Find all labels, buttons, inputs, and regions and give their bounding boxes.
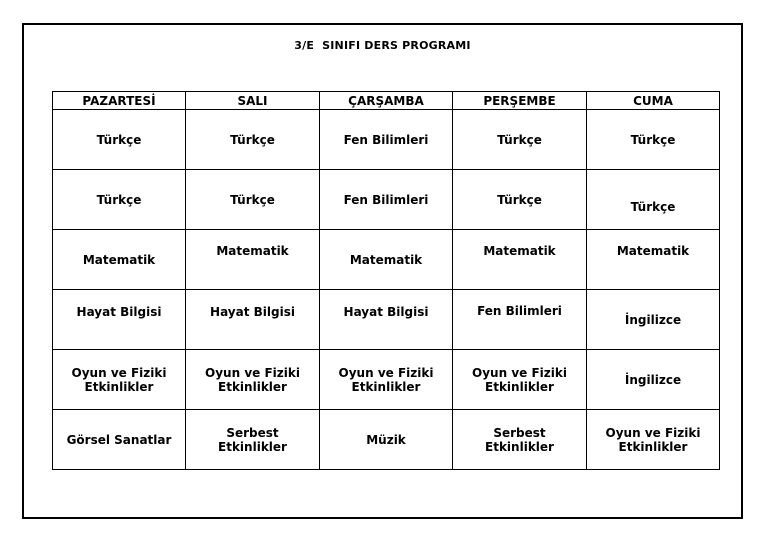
table-cell: Müzik [320, 410, 453, 470]
table-cell: Türkçe [587, 110, 720, 170]
table-cell: Serbest Etkinlikler [186, 410, 320, 470]
table-cell: Oyun ve Fiziki Etkinlikler [53, 350, 186, 410]
table-cell: İngilizce [587, 350, 720, 410]
table-cell: İngilizce [587, 290, 720, 350]
table-cell: Türkçe [186, 110, 320, 170]
table-row [53, 290, 720, 350]
table-cell: Türkçe [53, 170, 186, 230]
page-title: 3/E SINIFI DERS PROGRAMI [294, 39, 471, 52]
table-cell: Matematik [587, 230, 720, 290]
table-cell: Fen Bilimleri [320, 170, 453, 230]
header-wednesday: ÇARŞAMBA [320, 92, 453, 110]
table-row [53, 110, 720, 170]
table-cell: Oyun ve Fiziki Etkinlikler [587, 410, 720, 470]
table-cell: Oyun ve Fiziki Etkinlikler [320, 350, 453, 410]
table-cell: Hayat Bilgisi [186, 290, 320, 350]
header-tuesday: SALI [186, 92, 320, 110]
table-row [53, 230, 720, 290]
table-cell: Matematik [186, 230, 320, 290]
table-cell: Hayat Bilgisi [53, 290, 186, 350]
table-cell: Fen Bilimleri [453, 290, 587, 350]
table-cell: Türkçe [453, 170, 587, 230]
table-cell: Oyun ve Fiziki Etkinlikler [453, 350, 587, 410]
header-monday: PAZARTESİ [53, 92, 186, 110]
header-thursday: PERŞEMBE [453, 92, 587, 110]
table-cell: Oyun ve Fiziki Etkinlikler [186, 350, 320, 410]
table-cell: Türkçe [186, 170, 320, 230]
table-row [53, 170, 720, 230]
schedule-table [52, 91, 720, 470]
table-cell: Türkçe [587, 170, 720, 230]
table-cell: Matematik [453, 230, 587, 290]
table-cell: Görsel Sanatlar [53, 410, 186, 470]
header-friday: CUMA [587, 92, 720, 110]
table-cell: Fen Bilimleri [320, 110, 453, 170]
header-row [53, 92, 720, 110]
table-cell: Türkçe [53, 110, 186, 170]
table-cell: Hayat Bilgisi [320, 290, 453, 350]
table-row [53, 350, 720, 410]
table-cell: Matematik [320, 230, 453, 290]
table-cell: Matematik [53, 230, 186, 290]
table-cell: Serbest Etkinlikler [453, 410, 587, 470]
table-row [53, 410, 720, 470]
table-cell: Türkçe [453, 110, 587, 170]
